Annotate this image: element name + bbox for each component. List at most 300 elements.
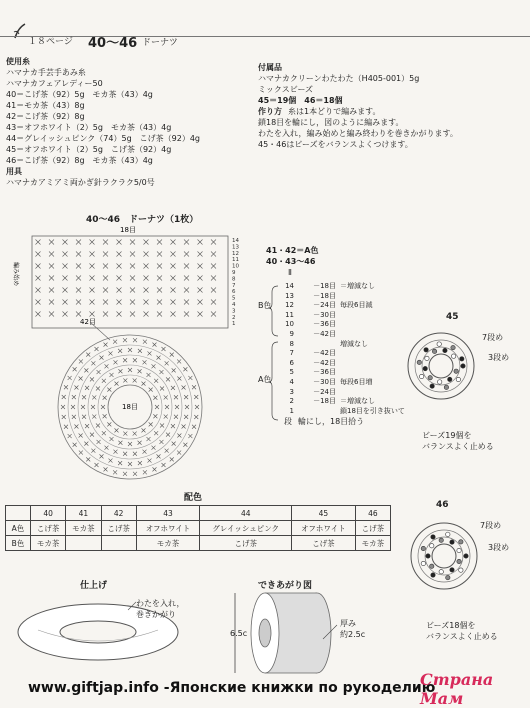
stitch-mark bbox=[143, 470, 147, 474]
bead46-note-2: バランスよく止める bbox=[426, 632, 498, 641]
yarn-item: 45＝オフホワイト（2）5g こげ茶（92）4g bbox=[6, 145, 172, 154]
stitch-mark bbox=[171, 386, 175, 390]
diagram-title: 40～46 ドーナツ（1枚） bbox=[86, 215, 199, 225]
yarn-item: 46＝こげ茶（92）8g モカ茶（43）4g bbox=[6, 156, 153, 165]
row-guide-number: 12 bbox=[285, 301, 294, 310]
row-guide-line bbox=[282, 282, 405, 292]
color-key-1: 41・42＝A色 bbox=[266, 246, 319, 255]
stitch-mark bbox=[184, 395, 188, 399]
finishing-note-1: わたを入れ， bbox=[136, 599, 185, 608]
stitch-mark bbox=[152, 446, 156, 450]
stitch-mark bbox=[144, 300, 149, 305]
stitch-mark bbox=[130, 276, 135, 281]
stitch-mark bbox=[74, 386, 78, 390]
row-guide-number: 14 bbox=[285, 282, 294, 290]
stitch-mark bbox=[157, 252, 162, 257]
stitch-mark bbox=[184, 300, 189, 305]
row-guide-count: －42目 bbox=[313, 358, 336, 367]
stitch-mark bbox=[188, 434, 192, 438]
bead45-row7: 7段め bbox=[482, 333, 504, 342]
stitch-mark bbox=[63, 288, 68, 293]
stitch-mark bbox=[198, 288, 203, 293]
bead bbox=[426, 554, 430, 558]
stitch-mark bbox=[123, 358, 127, 362]
stitch-mark bbox=[117, 276, 122, 281]
stitch-mark bbox=[171, 264, 176, 269]
stitch-mark bbox=[73, 367, 77, 371]
accessories-heading: 付属品 bbox=[258, 63, 282, 72]
bead bbox=[428, 376, 432, 380]
stitch-mark bbox=[96, 387, 100, 391]
stitch-mark bbox=[185, 405, 189, 409]
stitch-mark bbox=[100, 454, 104, 458]
stitch-mark bbox=[128, 442, 132, 446]
stitch-mark bbox=[73, 443, 77, 447]
stitch-mark bbox=[109, 351, 113, 355]
row-guide-number: 1 bbox=[289, 406, 294, 415]
bead bbox=[432, 349, 436, 353]
accessory-item: ミックスビーズ bbox=[258, 85, 314, 94]
bead45-note-2: バランスよく止める bbox=[422, 442, 494, 451]
stitch-mark bbox=[123, 452, 127, 456]
stitch-mark bbox=[68, 434, 72, 438]
stitch-mark bbox=[192, 385, 196, 389]
stitch-mark bbox=[49, 240, 54, 245]
stitch-mark bbox=[157, 288, 162, 293]
stitch-mark bbox=[72, 395, 76, 399]
stitch-mark bbox=[177, 434, 181, 438]
stitch-mark bbox=[138, 369, 142, 373]
stitch-mark bbox=[182, 424, 186, 428]
row-guide-count: －36目 bbox=[313, 320, 336, 329]
table-cell: 44 bbox=[200, 506, 292, 521]
stitch-mark bbox=[174, 395, 178, 399]
stitch-mark bbox=[160, 424, 164, 428]
stitch-mark bbox=[63, 264, 68, 269]
row-guide-note: 鎖18目を引き抜いて bbox=[340, 406, 405, 415]
bead bbox=[451, 354, 455, 358]
stitch-mark bbox=[152, 343, 156, 347]
table-cell: 46 bbox=[355, 506, 390, 521]
stitch-mark bbox=[184, 240, 189, 245]
start-label: 編み始め bbox=[12, 262, 19, 287]
stitch-mark bbox=[198, 300, 203, 305]
stitch-mark bbox=[171, 288, 176, 293]
stitch-mark bbox=[133, 432, 137, 436]
bead bbox=[443, 348, 447, 352]
bead bbox=[439, 538, 443, 542]
stitch-mark bbox=[133, 452, 137, 456]
table-cell: こげ茶 bbox=[31, 521, 66, 536]
stitch-mark bbox=[76, 264, 81, 269]
stitch-mark bbox=[76, 252, 81, 257]
watermark-logo: Страна Мам bbox=[420, 670, 494, 708]
stitch-mark bbox=[138, 461, 142, 465]
stitch-mark bbox=[86, 457, 90, 461]
row-number: 1 bbox=[232, 321, 236, 328]
row-guide bbox=[256, 245, 376, 278]
stitch-mark bbox=[76, 312, 81, 317]
stitch-mark bbox=[130, 252, 135, 257]
row-guide-number: 7 bbox=[289, 349, 294, 358]
stitch-mark bbox=[49, 252, 54, 257]
stitch-mark bbox=[184, 264, 189, 269]
page-number: １８ページ bbox=[28, 37, 73, 47]
table-cell: モカ茶 bbox=[66, 521, 101, 536]
stitch-mark bbox=[103, 252, 108, 257]
b-color-label: B色 bbox=[258, 301, 272, 310]
stitch-mark bbox=[171, 300, 176, 305]
stitch-mark bbox=[103, 414, 107, 418]
stitch-mark bbox=[103, 300, 108, 305]
method-line: 鎖18目を輪にし，図のように編みます。 bbox=[258, 118, 404, 127]
row-guide-count: －36目 bbox=[313, 368, 336, 377]
stitch-mark bbox=[138, 349, 142, 353]
bead bbox=[454, 369, 458, 373]
method-line: わたを入れ，編み始めと編み終わりを巻きかがります。 bbox=[258, 129, 458, 138]
stitch-mark bbox=[165, 405, 169, 409]
stitch-mark bbox=[90, 300, 95, 305]
stitch-mark bbox=[95, 463, 99, 467]
finishing-title: 仕上げ bbox=[80, 581, 108, 591]
stitch-mark bbox=[76, 276, 81, 281]
yarn-item: 41＝モカ茶（43）8g bbox=[6, 101, 85, 110]
bead bbox=[446, 532, 450, 536]
stitch-mark bbox=[90, 264, 95, 269]
row-number: 4 bbox=[232, 302, 236, 308]
bead bbox=[456, 377, 460, 381]
stitch-mark bbox=[104, 343, 108, 347]
stitch-mark bbox=[198, 276, 203, 281]
row-guide-note: ＝増減なし bbox=[340, 282, 375, 290]
stitch-mark bbox=[130, 240, 135, 245]
row-guide-line bbox=[282, 320, 405, 330]
stitch-mark bbox=[211, 252, 216, 257]
bead46-title: 46 bbox=[436, 500, 449, 510]
stitch-mark bbox=[175, 405, 179, 409]
stitch-mark bbox=[192, 425, 196, 429]
row-word: 段 bbox=[284, 417, 292, 426]
stitch-mark bbox=[144, 288, 149, 293]
center-stitch-count: 18目 bbox=[122, 403, 138, 411]
stitch-mark bbox=[79, 434, 83, 438]
stitch-mark bbox=[130, 300, 135, 305]
stitch-mark bbox=[101, 405, 105, 409]
row-guide-count: －24目 bbox=[313, 301, 336, 310]
stitch-mark bbox=[162, 463, 166, 467]
stitch-mark bbox=[211, 288, 216, 293]
stitch-mark bbox=[177, 359, 181, 363]
bead bbox=[457, 548, 461, 552]
row-guide-line bbox=[282, 330, 405, 340]
bead bbox=[430, 384, 434, 388]
bead bbox=[425, 356, 429, 360]
table-cell: 42 bbox=[101, 506, 136, 521]
stitch-mark bbox=[103, 312, 108, 317]
row-guide-line bbox=[282, 378, 405, 388]
pattern-name: ドーナツ bbox=[142, 38, 178, 48]
stitch-mark bbox=[211, 240, 216, 245]
stitch-mark bbox=[117, 252, 122, 257]
finished-thickness-1: 厚み bbox=[340, 619, 356, 628]
stitch-mark bbox=[128, 348, 132, 352]
stitch-mark bbox=[164, 395, 168, 399]
stitch-mark bbox=[144, 240, 149, 245]
stitch-mark bbox=[68, 376, 72, 380]
yarn-line: ハマナカフェアレディー50 bbox=[6, 79, 103, 88]
stitch-mark bbox=[103, 240, 108, 245]
table-cell: モカ茶 bbox=[355, 536, 390, 551]
table-row bbox=[6, 521, 391, 536]
stitch-mark bbox=[211, 276, 216, 281]
bead45-note-1: ビーズ19個を bbox=[422, 431, 472, 440]
table-cell: オフホワイト bbox=[136, 521, 200, 536]
row-number: 13 bbox=[232, 244, 239, 251]
stitch-mark bbox=[79, 359, 83, 363]
stitch-mark bbox=[90, 252, 95, 257]
mid-stitch-count: 42目 bbox=[80, 318, 96, 326]
color-table-header bbox=[6, 506, 391, 521]
method-line: 糸は1本どりで編みます。 bbox=[288, 107, 381, 116]
bead46-row3: 3段め bbox=[488, 543, 510, 552]
stitch-mark bbox=[49, 288, 54, 293]
stitch-mark bbox=[160, 387, 164, 391]
row-guide-line bbox=[282, 359, 405, 369]
row-number: 9 bbox=[232, 270, 236, 276]
stitch-mark bbox=[36, 300, 41, 305]
yarn-item: 44＝グレイッシュピンク（74）5g こげ茶（92）4g bbox=[6, 134, 200, 143]
stitch-mark bbox=[113, 470, 117, 474]
row-guide-number: 5 bbox=[289, 368, 294, 377]
row-number: 11 bbox=[232, 257, 239, 264]
stitch-mark bbox=[118, 349, 122, 353]
row-guide-count: －42目 bbox=[313, 329, 336, 338]
stitch-mark bbox=[157, 300, 162, 305]
stitch-mark bbox=[166, 377, 170, 381]
stitch-mark bbox=[142, 428, 146, 432]
stitch-mark bbox=[107, 388, 111, 392]
stitch-mark bbox=[155, 405, 159, 409]
table-cell: 40 bbox=[31, 506, 66, 521]
row-guide-number: 8 bbox=[289, 339, 294, 348]
tools-heading: 用具 bbox=[6, 167, 22, 176]
stitch-mark bbox=[211, 312, 216, 317]
color-key-3: Ⅱ bbox=[288, 268, 292, 277]
crochet-hook-icon bbox=[12, 22, 28, 44]
stitch-mark bbox=[211, 300, 216, 305]
top-stitch-count: 18目 bbox=[120, 226, 136, 234]
row-guide-line bbox=[282, 292, 405, 302]
stitch-mark bbox=[110, 373, 114, 377]
stitch-mark bbox=[76, 300, 81, 305]
stitch-mark bbox=[177, 451, 181, 455]
bead bbox=[431, 573, 435, 577]
stitch-mark bbox=[152, 364, 156, 368]
stitch-mark bbox=[63, 240, 68, 245]
table-cell: こげ茶 bbox=[200, 536, 292, 551]
stitch-mark bbox=[130, 312, 135, 317]
row-guide-note: 毎段6目減 bbox=[340, 301, 373, 310]
stitch-mark bbox=[198, 252, 203, 257]
row-number: 10 bbox=[232, 263, 239, 270]
yarn-item: 40＝こげ茶（92）5g モカ茶（43）4g bbox=[6, 90, 153, 99]
stitch-mark bbox=[82, 395, 86, 399]
stitch-mark bbox=[90, 240, 95, 245]
stitch-mark bbox=[123, 338, 127, 342]
bead bbox=[457, 559, 461, 563]
row-guide-brackets bbox=[268, 284, 280, 424]
stitch-mark bbox=[103, 276, 108, 281]
method-heading: 作り方 bbox=[258, 107, 282, 116]
row-list bbox=[282, 282, 405, 416]
stitch-mark bbox=[100, 356, 104, 360]
row-guide-count: －18目 bbox=[313, 282, 336, 290]
pattern-number: 40～46 bbox=[88, 36, 138, 51]
stitch-mark bbox=[128, 368, 132, 372]
stitch-mark bbox=[166, 433, 170, 437]
accessory-item: ハマナカクリーンわたわた（H405-001）5g bbox=[258, 74, 420, 83]
stitch-mark bbox=[36, 264, 41, 269]
bead bbox=[451, 345, 455, 349]
stitch-mark bbox=[157, 454, 161, 458]
stitch-mark bbox=[105, 446, 109, 450]
stitch-mark bbox=[61, 405, 65, 409]
stitch-mark bbox=[157, 276, 162, 281]
stitch-mark bbox=[86, 353, 90, 357]
a-color-label: A色 bbox=[258, 375, 272, 384]
bead bbox=[424, 348, 428, 352]
row-guide-note: 増減なし bbox=[340, 339, 368, 348]
stitch-mark bbox=[85, 424, 89, 428]
yarn-item: 42＝こげ茶（92）8g bbox=[6, 112, 85, 121]
table-cell: こげ茶 bbox=[101, 521, 136, 536]
stitch-mark bbox=[143, 340, 147, 344]
stitch-mark bbox=[117, 312, 122, 317]
table-cell: B色 bbox=[6, 536, 31, 551]
stitch-mark bbox=[164, 415, 168, 419]
stitch-mark bbox=[105, 364, 109, 368]
bead45-title: 45 bbox=[446, 312, 459, 322]
stitch-mark bbox=[184, 252, 189, 257]
stitch-mark bbox=[154, 431, 158, 435]
table-cell: こげ茶 bbox=[292, 536, 356, 551]
stitch-mark bbox=[171, 240, 176, 245]
row-guide-count: －30目 bbox=[313, 310, 336, 319]
row-guide-note: ＝増減なし bbox=[340, 397, 375, 406]
bead bbox=[439, 570, 443, 574]
bead bbox=[446, 575, 450, 579]
stitch-mark bbox=[142, 382, 146, 386]
bead bbox=[459, 540, 463, 544]
stitch-mark bbox=[162, 347, 166, 351]
stitch-mark bbox=[170, 457, 174, 461]
stitch-mark bbox=[118, 369, 122, 373]
stitch-mark bbox=[211, 264, 216, 269]
stitch-mark bbox=[184, 312, 189, 317]
stitch-mark bbox=[198, 240, 203, 245]
row-guide-line bbox=[282, 368, 405, 378]
stitch-mark bbox=[123, 378, 127, 382]
row-guide-note: 毎段6目増 bbox=[340, 377, 373, 386]
table-cell: オフホワイト bbox=[292, 521, 356, 536]
stitch-mark bbox=[109, 459, 113, 463]
stitch-mark bbox=[153, 396, 157, 400]
row1-extra: 輪にし，18目拾う bbox=[298, 417, 365, 426]
stitch-mark bbox=[91, 361, 95, 365]
bead bbox=[421, 546, 425, 550]
stitch-mark bbox=[198, 312, 203, 317]
stitch-mark bbox=[165, 449, 169, 453]
stitch-mark bbox=[149, 388, 153, 392]
stitch-mark bbox=[91, 405, 95, 409]
header-rule bbox=[0, 36, 530, 37]
bead bbox=[444, 385, 448, 389]
yarn-heading: 使用糸 bbox=[6, 57, 30, 66]
row-guide-line bbox=[282, 349, 405, 359]
stitch-mark bbox=[195, 405, 199, 409]
bead bbox=[461, 364, 465, 368]
row-guide-count: －18目 bbox=[313, 291, 336, 300]
stitch-mark bbox=[92, 415, 96, 419]
stitch-mark bbox=[49, 276, 54, 281]
stitch-mark bbox=[171, 312, 176, 317]
crochet-chart bbox=[10, 222, 240, 482]
row-guide-line bbox=[282, 397, 405, 407]
stitch-mark bbox=[62, 395, 66, 399]
stitch-mark bbox=[102, 431, 106, 435]
stitch-mark bbox=[36, 240, 41, 245]
stitch-mark bbox=[113, 450, 117, 454]
stitch-mark bbox=[115, 428, 119, 432]
row-guide-count: －24目 bbox=[313, 387, 336, 396]
stitch-mark bbox=[110, 437, 114, 441]
stitch-mark bbox=[194, 415, 198, 419]
finished-height: 6.5c bbox=[230, 629, 248, 638]
stitch-mark bbox=[102, 379, 106, 383]
stitch-mark bbox=[157, 264, 162, 269]
stitch-mark bbox=[79, 377, 83, 381]
stitch-mark bbox=[91, 449, 95, 453]
color-table bbox=[5, 505, 391, 551]
materials-right bbox=[258, 62, 458, 150]
finished-thickness-2: 約2.5c bbox=[340, 630, 366, 639]
footer-url[interactable]: www.giftjap.info -Японские книжки по рукоделию bbox=[28, 680, 436, 696]
stitch-mark bbox=[165, 361, 169, 365]
stitch-mark bbox=[184, 288, 189, 293]
stitch-mark bbox=[97, 440, 101, 444]
stitch-mark bbox=[194, 395, 198, 399]
row-guide-count: －18目 bbox=[313, 397, 336, 406]
row-number: 5 bbox=[232, 295, 236, 302]
row-number: 3 bbox=[232, 308, 236, 315]
stitch-mark bbox=[143, 450, 147, 454]
row-guide-line bbox=[282, 407, 405, 417]
row-number: 6 bbox=[232, 289, 236, 296]
stitch-mark bbox=[63, 300, 68, 305]
row-guide-number: 2 bbox=[289, 397, 294, 406]
table-cell: モカ茶 bbox=[31, 536, 66, 551]
stitch-mark bbox=[85, 386, 89, 390]
stitch-mark bbox=[76, 240, 81, 245]
stitch-mark bbox=[133, 338, 137, 342]
bead45-row3: 3段め bbox=[488, 353, 510, 362]
stitch-mark bbox=[123, 472, 127, 476]
stitch-mark bbox=[188, 376, 192, 380]
stitch-mark bbox=[113, 360, 117, 364]
materials-left bbox=[6, 56, 200, 188]
stitch-mark bbox=[74, 424, 78, 428]
stitch-mark bbox=[157, 356, 161, 360]
